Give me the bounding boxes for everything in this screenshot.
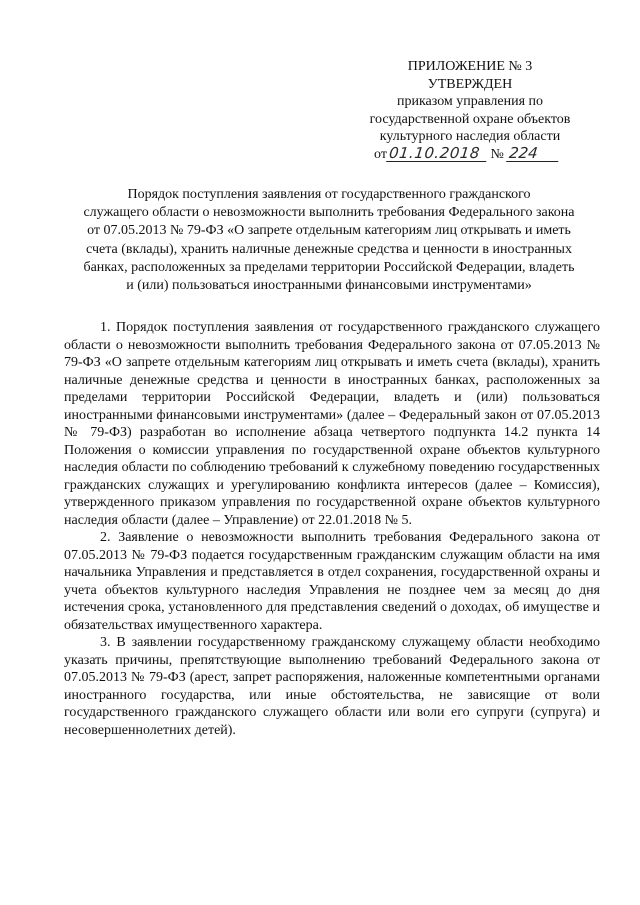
title-line: от 07.05.2013 № 79-ФЗ «О запрете отдельным категориям лиц открывать и иметь	[87, 223, 571, 239]
ref-number-label: №	[490, 146, 504, 162]
ref-prefix: от	[374, 146, 387, 162]
approved-label: УТВЕРЖДЕН	[427, 76, 513, 92]
approval-reference	[350, 143, 590, 164]
handwritten-number: 224	[506, 146, 560, 162]
document-body	[64, 319, 600, 739]
paragraph-1: 1. Порядок поступления заявления от государственного гражданского служащего области о невозможности выполнить требования Федерального закона от 07.05.2013 № 79-ФЗ «О запрете отдельным категориям лиц открывать и иметь счета (вклады), хранить наличные денежные средства и ценности в иностранных банках, расположенных за пределами территории Российской Федерации, владеть и (или) пользоваться иностранными финансовыми инструментами» (далее – Федеральный закон от 07.05.2013 № 79-ФЗ) разработан во исполнение абзаца четвертого подпункта 14.2 пункта 14 Положения о комиссии управления по государственной охране объектов культурного наследия области по соблюдению требований к служебному поведению государственных гражданских служащих и урегулированию конфликта интересов (далее – Комиссия), утвержденного приказом управления по государственной охране объектов культурного наследия области (далее – Управление) от 22.01.2018 № 5.	[64, 320, 600, 528]
title-line: счета (вклады), хранить наличные денежные средства и ценности в иностранных	[86, 241, 572, 257]
paragraph-3: 3. В заявлении государственному гражданскому служащему области необходимо указать причины, препятствующие выполнению требований Федерального закона от 07.05.2013 № 79-ФЗ (арест, запрет распоряжения, наложенные компетентными органами иностранного государства, или иные обстоятельства, не зависящие от воли государственного гражданского служащего области или воли его супруги (супруга) и несовершеннолетних детей).	[64, 635, 600, 738]
approval-order-line-1: приказом управления по	[396, 94, 544, 109]
approval-order-line-2: государственной охране объектов	[369, 111, 571, 127]
document-title	[64, 186, 594, 295]
title-line: служащего области о невозможности выполнить требования Федерального закона	[83, 205, 575, 221]
appendix-number: ПРИЛОЖЕНИЕ № 3	[407, 59, 533, 74]
approval-order-line-3: культурного наследия области	[379, 129, 561, 144]
title-line: Порядок поступления заявления от государственного гражданского	[127, 187, 531, 202]
title-line: и (или) пользоваться иностранными финансовыми инструментами»	[126, 278, 532, 294]
approval-stamp-block	[350, 58, 590, 163]
handwritten-date: 01.10.2018	[386, 146, 488, 162]
paragraph-2: 2. Заявление о невозможности выполнить требования Федерального закона от 07.05.2013 № 79-ФЗ подается государственным гражданским служащим области на имя начальника Управления и представляется в отдел сохранения, государственной охраны и учета объектов культурного наследия Управления не позднее чем за месяц до дня истечения срока, установленного для представления сведений о доходах, об имуществе и обязательствах имущественного характера.	[64, 530, 600, 633]
title-line: банках, расположенных за пределами территории Российской Федерации, владеть	[83, 259, 575, 275]
